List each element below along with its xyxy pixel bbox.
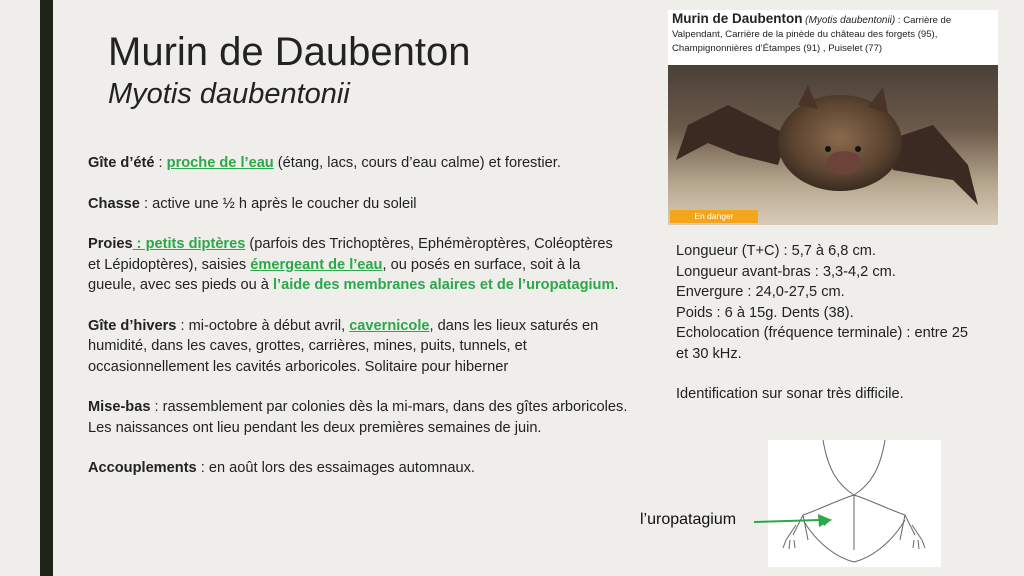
key-proies: Proies — [88, 236, 133, 252]
bat-photo — [668, 65, 998, 225]
text-gite-hiver-1: : mi-octobre à début avril, — [176, 317, 350, 334]
status-tag: En danger — [670, 210, 758, 223]
text-chasse: : active une ½ h après le coucher du soleil — [139, 195, 417, 212]
caption-locations: : Carrière de Valpendant, Carrière de la pinède du château des forgets (95), Champignonnières d’Étampes (91) , Puiselet (77) — [672, 15, 952, 54]
page-title: Murin de Daubenton — [108, 30, 471, 74]
text-gite-hiver-2: , dans les lieux saturés en humidité, dans les caves, grottes, carrières, mines, puits, tunnels, et occasionnellement les cavités arboricoles. Solitaire pour hiberner — [88, 317, 599, 375]
key-mise-bas: Mise-bas — [88, 399, 151, 415]
highlight-membranes: l’aide des membranes alaires et de l’uropatagium — [272, 277, 615, 293]
stat-envergure: Envergure : 24,0-27,5 cm. — [676, 284, 845, 300]
highlight-proche-eau: proche de l’eau — [166, 155, 274, 171]
paragraph-mise-bas — [88, 397, 628, 438]
uropatagium-label: l’uropatagium — [640, 511, 737, 528]
page-subtitle: Myotis daubentonii — [108, 78, 350, 110]
paragraph-accouplements — [88, 458, 628, 479]
paragraph-gite-hiver — [88, 316, 628, 378]
uropatagium-drawing — [768, 440, 941, 567]
uropatagium-diagram — [768, 440, 941, 567]
key-chasse: Chasse — [88, 195, 140, 212]
paragraph-proies — [88, 234, 628, 296]
highlight-petits-dipteres: : petits diptères — [132, 236, 246, 252]
highlight-emergeant: émergeant de l’eau — [250, 256, 383, 273]
highlight-cavernicole: cavernicole — [349, 317, 430, 334]
text-proies-2: , ou posés en surface, soit à la gueule, avec ses pieds ou à — [88, 256, 581, 293]
paragraph-chasse — [88, 194, 628, 215]
arrow-icon — [752, 512, 834, 532]
stat-avant-bras: Longueur avant-bras : 3,3-4,2 cm. — [676, 263, 896, 280]
text-proies-3: . — [614, 277, 619, 293]
text-proies-1: (parfois des Trichoptères, Ephémèroptères, Coléoptères et Lépidoptères), saisies — [88, 236, 613, 273]
description-body — [88, 153, 628, 499]
paragraph-gite-ete — [88, 153, 628, 174]
caption-species: (Myotis daubentonii) — [805, 15, 896, 26]
photo-caption — [672, 12, 994, 56]
key-gite-hiver: Gîte d’hivers — [88, 317, 177, 334]
text-gite-ete: (étang, lacs, cours d’eau calme) et forestier. — [273, 155, 561, 171]
key-accouplements: Accouplements — [88, 460, 197, 476]
caption-title: Murin de Daubenton — [672, 11, 803, 26]
left-accent-bar — [40, 0, 53, 576]
text-accouplements: : en août lors des essaimages automnaux. — [196, 460, 475, 476]
stat-longueur: Longueur (T+C) : 5,7 à 6,8 cm. — [676, 243, 876, 259]
separator: : — [154, 155, 167, 171]
stats-list — [676, 241, 976, 364]
bat-photo-card — [668, 10, 998, 225]
text-mise-bas: : rassemblement par colonies dès la mi-mars, dans des gîtes arboricoles. Les naissances ont lieu pendant les deux premières semaines de juin. — [88, 399, 628, 436]
stat-echolocation: Echolocation (fréquence terminale) : entre 25 et 30 kHz. — [676, 325, 969, 362]
stat-poids: Poids : 6 à 15g. Dents (38). — [676, 304, 854, 321]
key-gite-ete: Gîte d’été — [88, 155, 155, 171]
identification-note: Identification sur sonar très difficile. — [676, 386, 904, 402]
bat-illustration — [668, 65, 998, 225]
